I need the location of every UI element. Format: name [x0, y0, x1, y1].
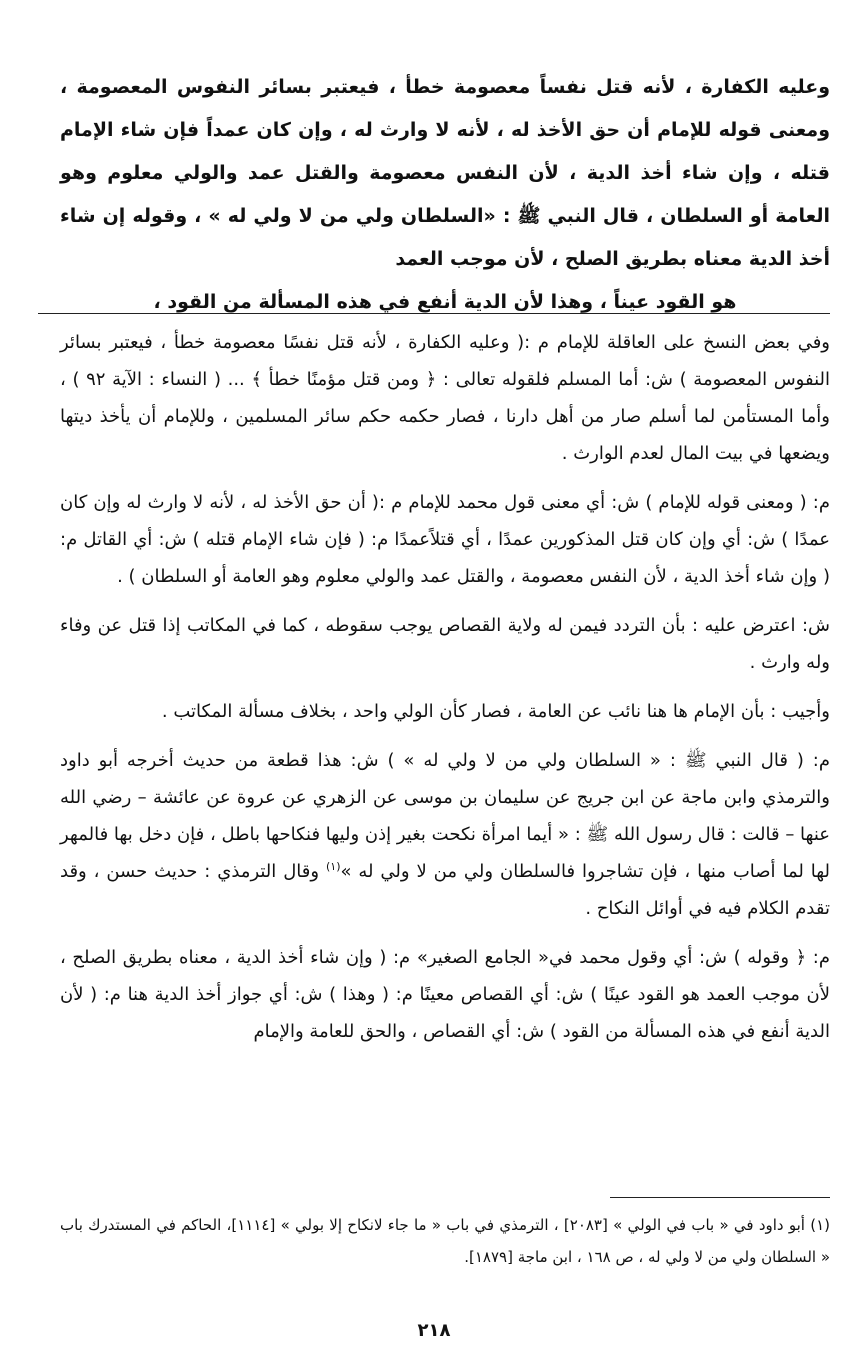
footnote-divider — [610, 1197, 830, 1198]
commentary-paragraph: م: ﴿ وقوله ) ش: أي وقول محمد في« الجامع الصغير» م: ( وإن شاء أخذ الدية ، معناه بطريق الصلح ، لأن موجب العمد هو القود عينًا ) ش: أي القصاص معينًا م: ( وهذا ) ش: أي جواز أخذ الدية هنا م: ( لأن الدية أنفع في هذه المسألة من القود ) ش: أي القصاص ، والحق للعامة والإمام — [60, 947, 830, 1042]
main-text-line-3: لأن النفس معصومة والقتل عمد والولي معلوم وهو العامة أو السلطان ، قال النبي ﷺ : — [60, 162, 831, 227]
hadith-text: م: ( قال النبي ﷺ : « السلطان ولي من لا ولي له » ) ش: هذا قطعة من حديث أخرجه أبو داود والترمذي وابن ماجة عن ابن جريج عن سليمان بن موسى عن الزهري عن عروة عن عائشة – رضي الله عنها – قالت : قال رسول الله ﷺ : « أيما امرأة نكحت بغير إذن وليها فنكاحها باطل ، فإن دخل بها فالمهر لها لما أصاب منها ، فإن تشاجروا فالسلطان ولي من لا ولي له » — [60, 750, 830, 882]
footnote-reference[interactable]: (١) — [325, 860, 341, 873]
commentary — [60, 324, 830, 1062]
commentary-paragraph: ش: اعترض عليه : بأن التردد فيمن له ولاية القصاص يوجب سقوطه ، كما في المكاتب إذا قتل عن وفاء وله وارث . — [60, 615, 830, 673]
footnote-text: (١) أبو داود في « باب في الولي » [٢٠٨٣] ، الترمذي في باب « ما جاء لانكاح إلا بولي » [١١١٤]، الحاكم في المستدرك باب « السلطان ولي من لا ولي له ، ص ١٦٨ ، ابن ماجة [١٨٧٩]. — [60, 1216, 831, 1266]
commentary-paragraph — [60, 742, 830, 927]
page-number: ٢١٨ — [417, 1320, 451, 1341]
commentary-paragraph: وفي بعض النسخ على العاقلة للإمام م :( وعليه الكفارة ، لأنه قتل نفسًا معصومة خطأ ، فيعتبر بسائر النفوس المعصومة ) ش: أما المسلم فلقوله تعالى : ﴿ ومن قتل مؤمنًا خطأ ﴾ ... ( النساء : الآية ٩٢ ) ، وأما المستأمن لما أسلم صار من أهل دارنا ، فصار حكمه حكم سائر المسلمين ، وللإمام أن يأخذ ديتها ويضعها في بيت المال لعدم الوارث . — [60, 332, 831, 464]
section-divider — [38, 313, 830, 314]
hadith-continuation: وقال الترمذي : حديث حسن ، وقد تقدم الكلام فيه في أوائل النكاح . — [60, 861, 830, 919]
main-text-line-5: هو القود عيناً ، وهذا لأن الدية أنفع في هذه المسألة من القود ، — [153, 291, 737, 313]
main-text-line-1: وعليه الكفارة ، لأنه قتل نفساً معصومة خطأ ، فيعتبر بسائر النفوس المعصومة ، ومعنى قوله للإمام — [60, 76, 831, 141]
main-text-line-2: أن حق الأخذ له ، لأنه لا وارث له ، وإن كان عمداً فإن شاء الإمام قتله ، وإن شاء أخذ الدية ، — [60, 119, 830, 184]
main-text-line-4: «السلطان ولي من لا ولي له » ، وقوله إن شاء أخذ الدية معناه بطريق الصلح ، لأن موجب العمد — [60, 205, 830, 270]
footnote — [60, 1209, 830, 1273]
commentary-paragraph: م: ( ومعنى قوله للإمام ) ش: أي معنى قول محمد للإمام م :( أن حق الأخذ له ، لأنه لا وارث له وإن كان عمدًا ) ش: أي وإن كان قتل المذكورين عمدًا ، أي قتلاًعمدًا م: ( فإن شاء الإمام قتله ) ش: أي القاتل م: ( وإن شاء أخذ الدية ، لأن النفس معصومة ، والقتل عمد والولي معلوم وهو العامة أو السلطان ) . — [60, 492, 830, 587]
main-text — [60, 66, 830, 324]
commentary-paragraph: وأجيب : بأن الإمام ها هنا نائب عن العامة ، فصار كأن الولي واحد ، بخلاف مسألة المكاتب . — [161, 701, 830, 722]
